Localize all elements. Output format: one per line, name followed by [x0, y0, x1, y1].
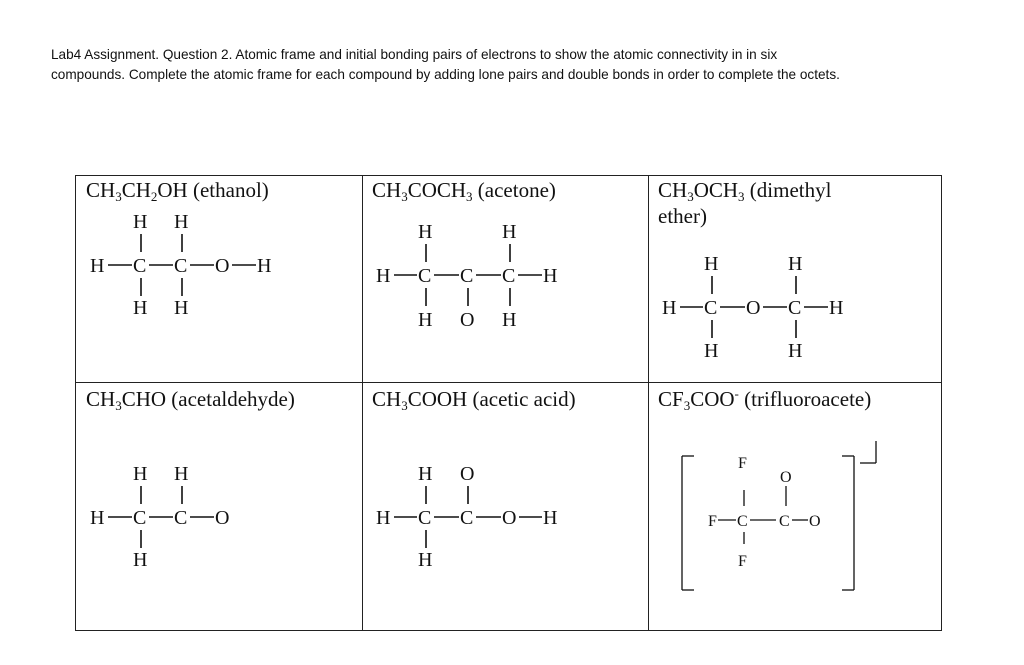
- atom-c: C: [704, 297, 718, 319]
- atom-h: H: [788, 253, 803, 275]
- atom-h: H: [418, 549, 433, 571]
- atom-c: C: [788, 297, 802, 319]
- atom-h: H: [174, 297, 189, 319]
- atom-h: H: [133, 463, 148, 485]
- acetaldehyde-structure: [76, 456, 362, 586]
- atom-h: H: [662, 297, 677, 319]
- atom-c: C: [418, 507, 432, 529]
- dimethyl-ether-structure: [648, 246, 942, 376]
- assignment-instructions: [51, 45, 1001, 85]
- atom-o: O: [215, 507, 230, 529]
- ethanol-structure: [76, 204, 362, 354]
- atom-o: O: [809, 513, 821, 530]
- atom-c: C: [133, 507, 147, 529]
- instructions-line-1: Lab4 Assignment. Question 2. Atomic frame and initial bonding pairs of electrons to show the atomic connectivity in in six: [51, 47, 778, 62]
- atom-h: H: [418, 309, 433, 331]
- atom-h: H: [90, 507, 105, 529]
- atom-o: O: [460, 309, 475, 331]
- atom-c: C: [133, 255, 147, 277]
- atom-h: H: [376, 507, 391, 529]
- trifluoroacetate-title: $CF_3COO^-$ (trifluoroacete): [658, 386, 872, 413]
- atom-c: C: [737, 513, 748, 530]
- atom-h: H: [376, 265, 391, 287]
- atom-h: H: [133, 211, 148, 233]
- acetic-acid-structure: [362, 456, 648, 586]
- ethanol-title: $CH_3CH_2OH$ (ethanol): [86, 178, 269, 204]
- atom-h: H: [90, 255, 105, 277]
- atom-h: H: [502, 221, 517, 243]
- atom-f: F: [708, 513, 717, 530]
- atom-h: H: [543, 507, 558, 529]
- trifluoroacetate-structure: [648, 438, 942, 598]
- atom-h: H: [704, 340, 719, 362]
- atom-h: H: [418, 463, 433, 485]
- atom-h: H: [502, 309, 517, 331]
- atom-h: H: [418, 221, 433, 243]
- atom-h: H: [133, 297, 148, 319]
- compound-table: [75, 175, 942, 631]
- atom-o: O: [215, 255, 230, 277]
- atom-c: C: [174, 507, 188, 529]
- atom-h: H: [174, 211, 189, 233]
- atom-h: H: [543, 265, 558, 287]
- acetone-structure: [362, 214, 648, 354]
- atom-h: H: [257, 255, 272, 277]
- atom-c: C: [418, 265, 432, 287]
- atom-c: C: [779, 513, 790, 530]
- atom-o: O: [746, 297, 761, 319]
- atom-c: C: [460, 265, 474, 287]
- atom-h: H: [788, 340, 803, 362]
- atom-c: C: [174, 255, 188, 277]
- acetone-title: $CH_3COCH_3$ (acetone): [372, 178, 556, 204]
- atom-c: C: [460, 507, 474, 529]
- atom-o: O: [780, 469, 792, 486]
- atom-f: F: [738, 553, 747, 570]
- row-divider: [76, 382, 941, 383]
- dimethyl-ether-title: $CH_3OCH_3$ (dimethyl ether): [658, 178, 832, 228]
- atom-h: H: [174, 463, 189, 485]
- atom-o: O: [460, 463, 475, 485]
- atom-h: H: [829, 297, 844, 319]
- atom-h: H: [704, 253, 719, 275]
- instructions-line-2: compounds. Complete the atomic frame for each compound by adding lone pairs and double bonds in order to complete the octets.: [51, 67, 840, 82]
- atom-c: C: [502, 265, 516, 287]
- atom-h: H: [133, 549, 148, 571]
- acetic-acid-title: $CH_3COOH$ (acetic acid): [372, 387, 576, 413]
- acetaldehyde-title: $CH_3CHO$ (acetaldehyde): [86, 387, 295, 413]
- atom-f: F: [738, 455, 747, 472]
- atom-o: O: [502, 507, 517, 529]
